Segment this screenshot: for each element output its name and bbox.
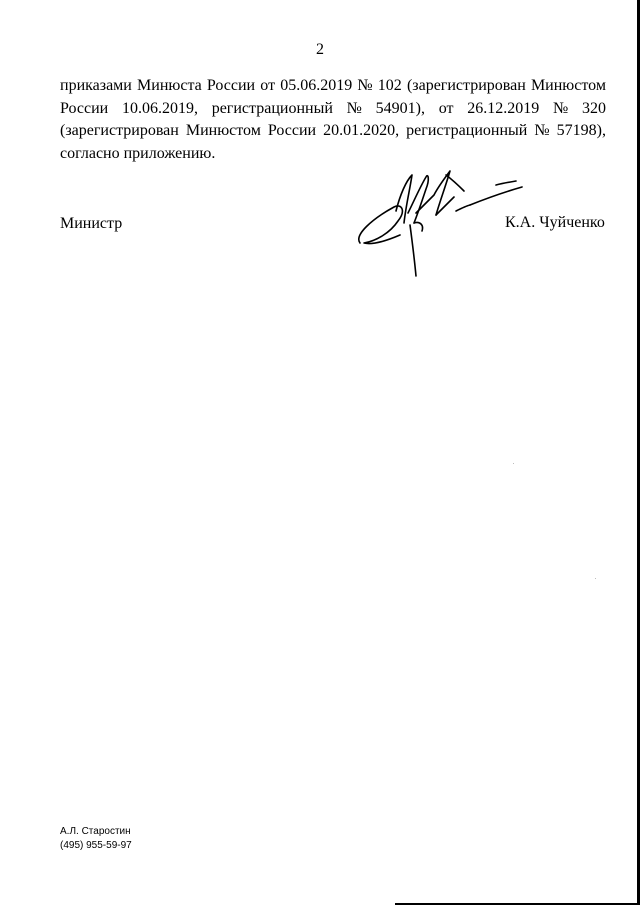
word: от: [260, 77, 276, 94]
word: 05.06.2019: [280, 77, 353, 94]
scan-speck: [513, 463, 514, 464]
body-paragraph: [60, 75, 606, 165]
word: №: [346, 99, 362, 117]
word: согласно приложению.: [60, 144, 216, 162]
word: 26.12.2019: [467, 99, 540, 117]
body-line: [60, 75, 606, 98]
word: от: [438, 99, 454, 117]
word: 102: [377, 77, 402, 94]
word: Минюстом: [530, 77, 606, 94]
word: 10.06.2019,: [121, 99, 198, 117]
scan-speck: [595, 578, 596, 579]
word: России: [267, 122, 317, 139]
handwritten-signature: [350, 155, 530, 280]
footer-contact: [60, 825, 132, 853]
word: России: [60, 99, 109, 117]
word: Минюстом: [185, 122, 261, 139]
signer-name: К.А. Чуйченко: [505, 214, 605, 231]
word: России: [206, 77, 256, 94]
word: №: [534, 122, 550, 139]
word: регистрационный: [211, 99, 333, 117]
page-number: 2: [316, 41, 324, 58]
word: 54901),: [375, 99, 425, 117]
body-line: [60, 120, 606, 143]
word: 20.01.2020,: [323, 122, 400, 139]
word: 57198),: [556, 122, 606, 139]
word: Минюста: [137, 77, 202, 94]
word: 320: [581, 99, 606, 117]
word: (зарегистрирован: [406, 77, 526, 94]
word: приказами: [60, 77, 132, 94]
contact-phone: (495) 955-59-97: [60, 840, 132, 851]
word: №: [357, 77, 373, 94]
word: №: [552, 99, 569, 117]
word: регистрационный: [406, 122, 528, 139]
signer-position: Министр: [60, 215, 123, 232]
word: (зарегистрирован: [60, 122, 179, 139]
body-line: [60, 98, 606, 121]
contact-name: А.Л. Старостин: [60, 826, 131, 837]
